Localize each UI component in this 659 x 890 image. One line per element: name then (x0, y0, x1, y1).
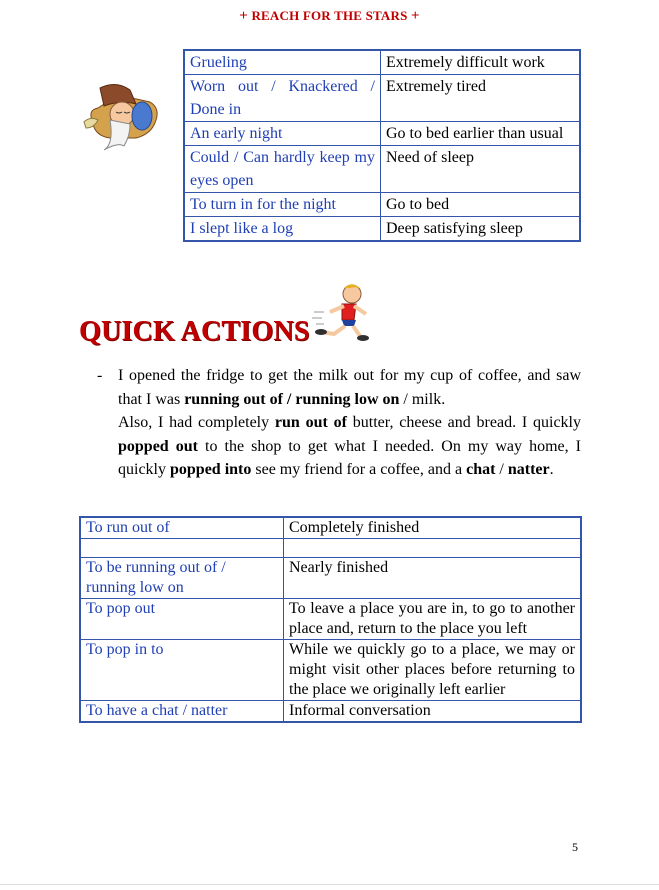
term-cell: To pop out (80, 599, 284, 640)
term-cell: To be running out of / running low on (80, 558, 284, 599)
bold-phrase: popped into (170, 461, 252, 478)
definition-cell: Go to bed earlier than usual (381, 122, 581, 146)
sleep-vocabulary-table (183, 49, 581, 242)
definition-cell (284, 539, 582, 558)
table-row (184, 75, 580, 122)
text-run: see my friend for a coffee, and a (251, 461, 467, 478)
table-row (184, 122, 580, 146)
text-run: I opened the fridge to get the milk out for my cup of coffee, and saw that I was (118, 367, 581, 408)
bold-phrase: chat (466, 461, 496, 478)
table-row (80, 599, 581, 640)
bold-phrase: natter (507, 461, 550, 478)
term-cell: Grueling (184, 50, 381, 75)
bold-phrase: run out of (274, 414, 347, 431)
sleeping-dwarf-icon (80, 80, 162, 152)
term-cell (80, 539, 284, 558)
definition-cell: Go to bed (381, 193, 581, 217)
definition-cell: While we quickly go to a place, we may or might visit other places before returning to the place we originally left earlier (284, 640, 582, 701)
term-cell: To turn in for the night (184, 193, 381, 217)
text-run: to the shop to get what I needed. On my way home, I quickly (118, 437, 581, 478)
page-header (0, 8, 659, 25)
term-cell: I slept like a log (184, 217, 381, 242)
table-row (80, 640, 581, 701)
running-boy-icon (312, 282, 374, 342)
definition-cell: To leave a place you are in, to go to another place and, return to the place you left (284, 599, 582, 640)
header-plus-left: + (239, 8, 248, 24)
definition-cell: Need of sleep (381, 146, 581, 193)
header-title: REACH FOR THE STARS (251, 8, 408, 23)
text-run: Also, I had completely (118, 414, 275, 431)
term-cell: To pop in to (80, 640, 284, 701)
text-run: . (549, 461, 554, 478)
page-bottom-divider (0, 884, 659, 885)
table-row (80, 701, 581, 723)
term-cell: To run out of (80, 517, 284, 539)
table-row (184, 217, 580, 242)
definition-cell: Extremely difficult work (381, 50, 581, 75)
bold-separator: / (282, 390, 296, 408)
definition-cell: Deep satisfying sleep (381, 217, 581, 242)
table-row (80, 539, 581, 558)
bold-phrase: running low on (295, 390, 400, 408)
section-title: QUICK ACTIONS (79, 316, 310, 347)
text-run: butter, cheese and bread. I quickly (346, 414, 582, 431)
list-bullet: - (97, 367, 103, 384)
definition-cell: Extremely tired (381, 75, 581, 122)
bold-phrase: popped out (118, 437, 198, 455)
definition-cell: Informal conversation (284, 701, 582, 723)
definition-cell: Nearly finished (284, 558, 582, 599)
bold-phrase: running out of (184, 390, 283, 408)
term-cell: An early night (184, 122, 381, 146)
text-run: / (495, 461, 508, 478)
table-row (184, 193, 580, 217)
table-row (184, 50, 580, 75)
table-row (184, 146, 580, 193)
term-cell: Worn out / Knackered / Done in (184, 75, 381, 122)
term-cell: To have a chat / natter (80, 701, 284, 723)
story-paragraph (118, 364, 581, 482)
quick-actions-table (79, 516, 582, 723)
header-plus-right: + (411, 8, 420, 24)
text-run: / milk. (399, 390, 446, 408)
table-row (80, 558, 581, 599)
definition-cell: Completely finished (284, 517, 582, 539)
term-cell: Could / Can hardly keep my eyes open (184, 146, 381, 193)
page-number: 5 (572, 840, 578, 854)
table-row (80, 517, 581, 539)
